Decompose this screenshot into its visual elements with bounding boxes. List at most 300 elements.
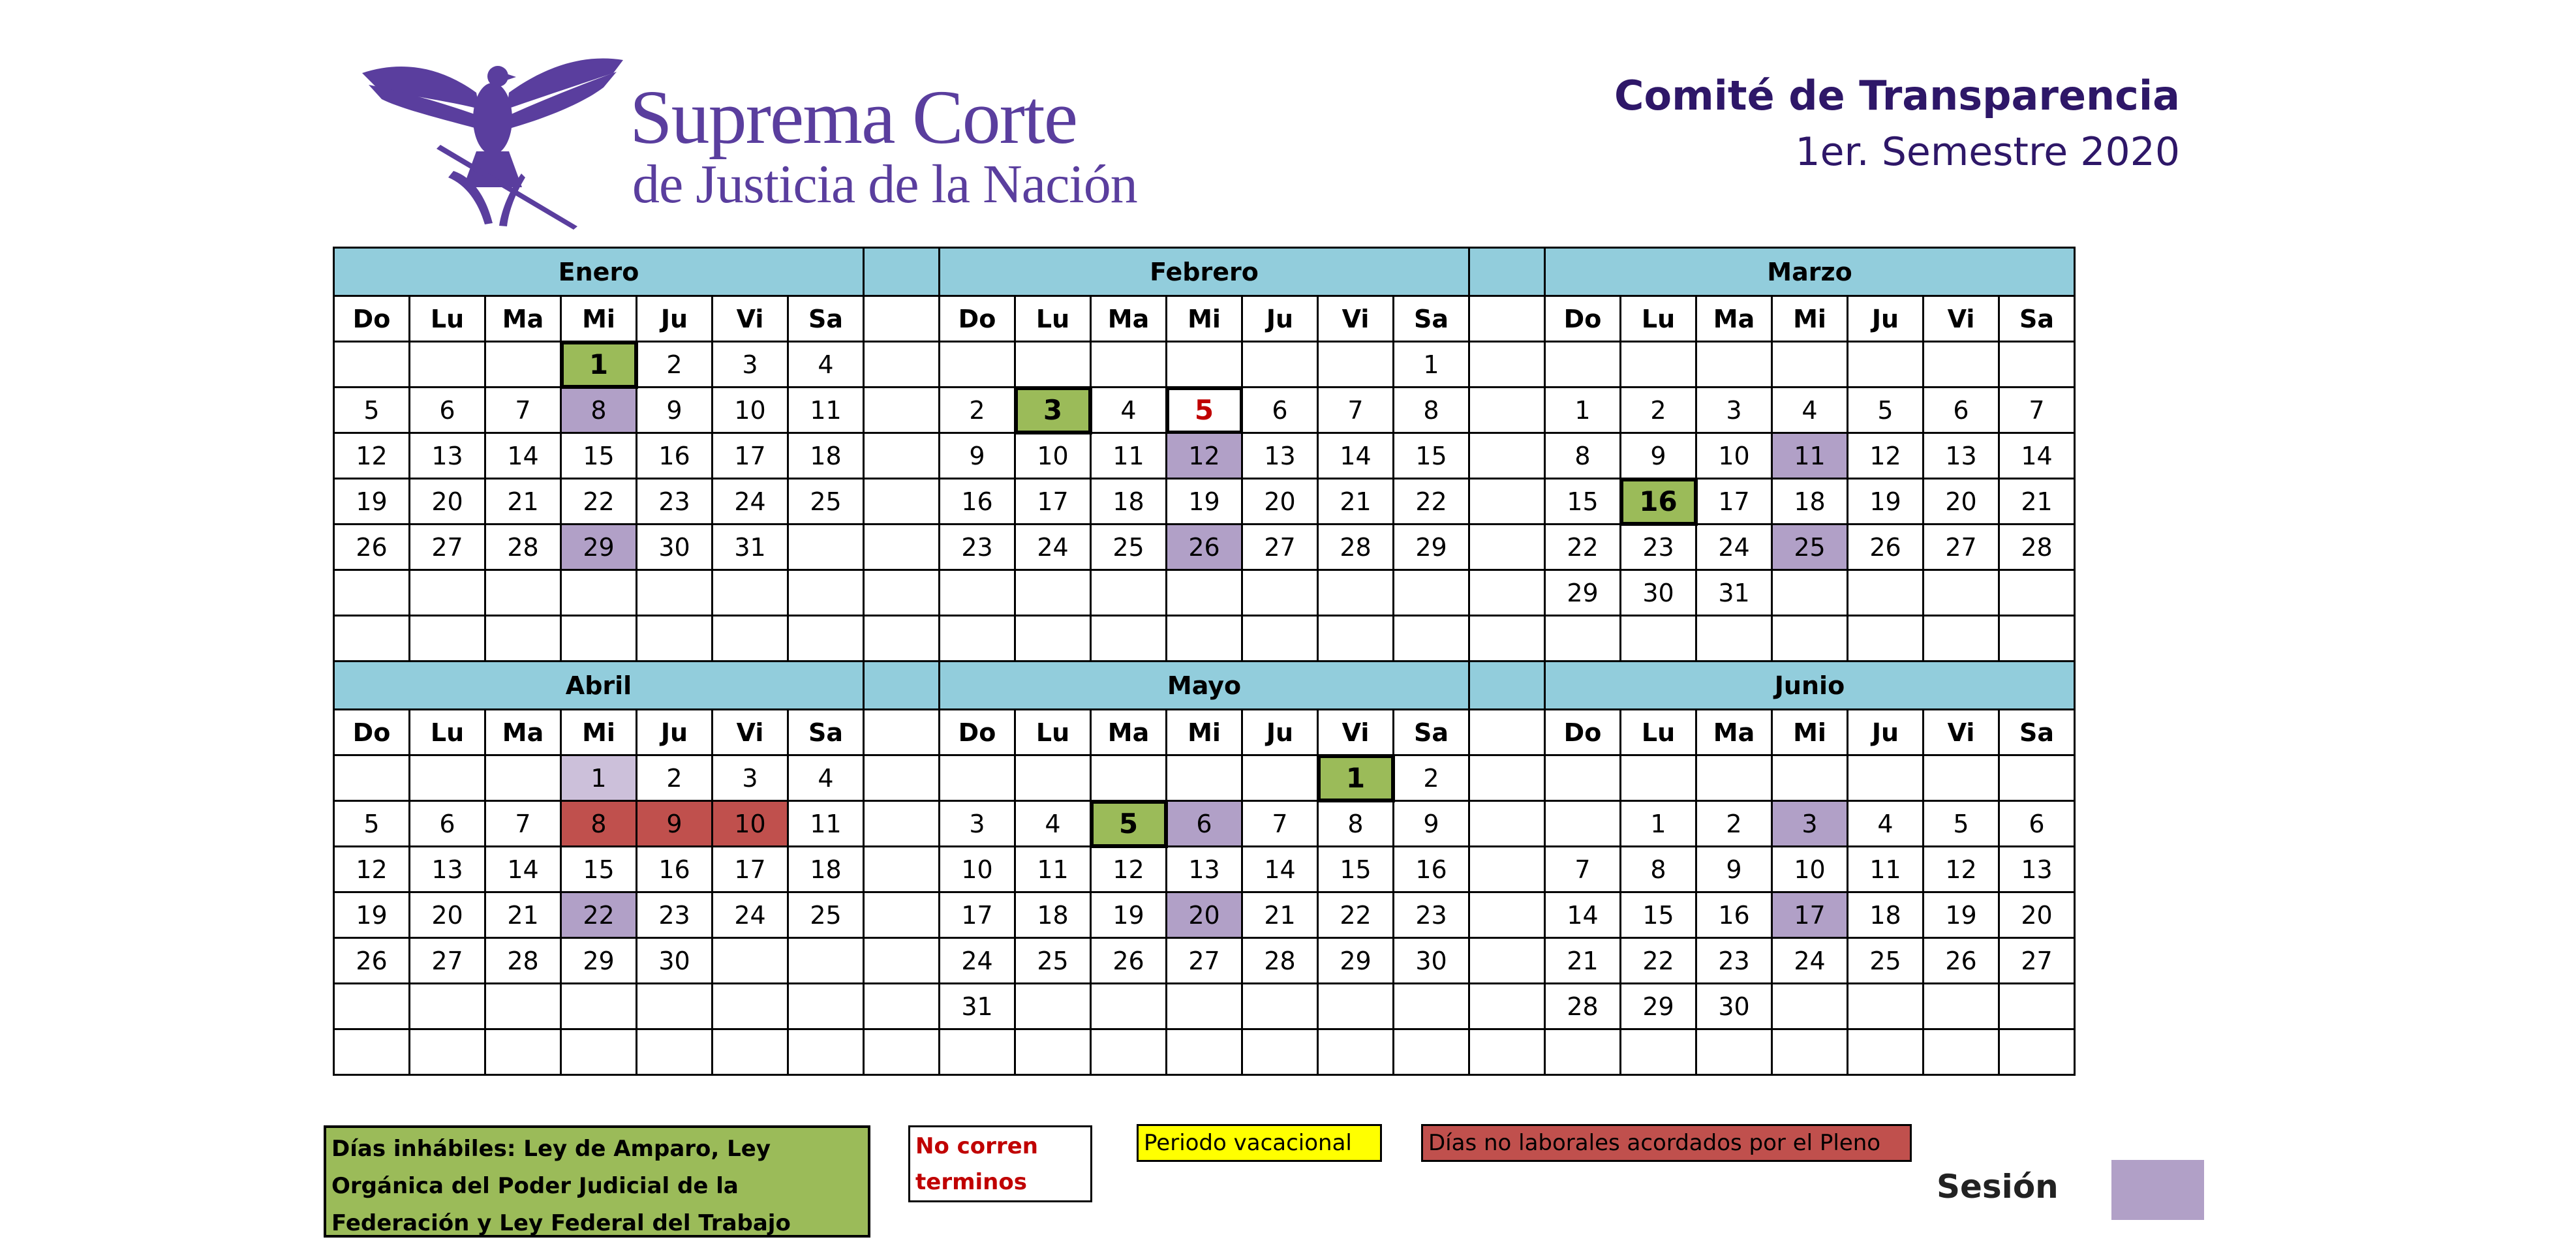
day-cell <box>1091 755 1167 801</box>
day-cell: 4 <box>788 342 864 388</box>
day-cell: 14 <box>485 847 561 892</box>
day-cell <box>1394 984 1469 1029</box>
day-cell: 21 <box>1242 892 1318 938</box>
day-cell: 19 <box>1091 892 1167 938</box>
month-header: Abril <box>334 662 864 710</box>
day-cell: 28 <box>485 525 561 570</box>
day-cell <box>1318 570 1394 616</box>
day-cell <box>1167 616 1242 662</box>
day-cell <box>1772 570 1848 616</box>
weekday-header: Sa <box>1394 296 1469 342</box>
day-cell: 22 <box>1545 525 1621 570</box>
day-cell <box>940 342 1015 388</box>
day-cell: 20 <box>1924 479 1999 525</box>
day-cell: 31 <box>713 525 788 570</box>
spacer-cell <box>864 801 940 847</box>
day-cell <box>637 984 713 1029</box>
day-cell <box>1621 755 1696 801</box>
day-cell: 17 <box>1772 892 1848 938</box>
weekday-header: Lu <box>1621 710 1696 755</box>
day-cell: 25 <box>1848 938 1924 984</box>
spacer-cell <box>1469 662 1545 710</box>
weekday-header: Do <box>940 296 1015 342</box>
weekday-header: Do <box>334 710 410 755</box>
day-cell <box>1924 342 1999 388</box>
day-cell: 30 <box>637 938 713 984</box>
day-cell: 26 <box>1924 938 1999 984</box>
scjn-logo <box>362 47 1137 230</box>
legend-sesion-label: Sesión <box>1937 1168 2059 1206</box>
weekday-header: Mi <box>1772 296 1848 342</box>
weekday-header: Mi <box>1772 710 1848 755</box>
day-cell <box>1545 755 1621 801</box>
day-cell: 16 <box>1621 479 1696 525</box>
day-cell: 26 <box>1848 525 1924 570</box>
weekday-header: Sa <box>1394 710 1469 755</box>
day-cell <box>1924 755 1999 801</box>
day-cell <box>1621 1029 1696 1075</box>
day-cell: 19 <box>1924 892 1999 938</box>
day-cell: 22 <box>1621 938 1696 984</box>
day-cell: 2 <box>637 342 713 388</box>
day-cell <box>940 570 1015 616</box>
spacer-cell <box>864 1029 940 1075</box>
day-cell: 4 <box>1772 388 1848 433</box>
day-cell: 5 <box>334 801 410 847</box>
day-cell <box>1015 616 1091 662</box>
day-cell: 21 <box>1545 938 1621 984</box>
day-cell: 19 <box>1848 479 1924 525</box>
logo-title-line1: Suprema Corte <box>630 74 1077 160</box>
day-cell <box>1999 755 2075 801</box>
day-cell: 10 <box>1015 433 1091 479</box>
spacer-cell <box>1469 755 1545 801</box>
day-cell: 7 <box>1999 388 2075 433</box>
weekday-header: Mi <box>1167 710 1242 755</box>
day-cell: 6 <box>410 388 485 433</box>
day-cell: 13 <box>1924 433 1999 479</box>
day-cell <box>1924 616 1999 662</box>
weekday-header: Do <box>940 710 1015 755</box>
spacer-cell <box>864 892 940 938</box>
day-cell <box>1015 342 1091 388</box>
day-cell <box>1999 616 2075 662</box>
day-cell: 11 <box>1015 847 1091 892</box>
day-cell: 13 <box>1242 433 1318 479</box>
day-cell: 16 <box>637 433 713 479</box>
day-cell: 26 <box>334 938 410 984</box>
spacer-cell <box>864 938 940 984</box>
page-subtitle: 1er. Semestre 2020 <box>1795 129 2180 175</box>
day-cell: 27 <box>410 525 485 570</box>
spacer-cell <box>1469 847 1545 892</box>
day-cell <box>1848 342 1924 388</box>
day-cell <box>1015 755 1091 801</box>
day-cell: 29 <box>1545 570 1621 616</box>
day-cell: 12 <box>1848 433 1924 479</box>
day-cell: 5 <box>1167 388 1242 433</box>
day-cell: 25 <box>788 892 864 938</box>
day-cell: 5 <box>1848 388 1924 433</box>
weekday-header: Ju <box>1848 296 1924 342</box>
month-header: Junio <box>1545 662 2075 710</box>
day-cell <box>1242 1029 1318 1075</box>
day-cell <box>1091 342 1167 388</box>
legend-periodo-vacacional: Periodo vacacional <box>1137 1124 1382 1162</box>
day-cell: 8 <box>1318 801 1394 847</box>
day-cell: 7 <box>485 801 561 847</box>
day-cell: 6 <box>1924 388 1999 433</box>
day-cell <box>485 616 561 662</box>
day-cell: 28 <box>485 938 561 984</box>
day-cell <box>561 1029 637 1075</box>
day-cell <box>1848 1029 1924 1075</box>
day-cell <box>1167 1029 1242 1075</box>
day-cell <box>1015 984 1091 1029</box>
day-cell: 18 <box>1091 479 1167 525</box>
day-cell: 9 <box>1394 801 1469 847</box>
day-cell <box>940 1029 1015 1075</box>
spacer-cell <box>864 662 940 710</box>
day-cell <box>1772 984 1848 1029</box>
weekday-header: Ju <box>1242 296 1318 342</box>
day-cell: 5 <box>1924 801 1999 847</box>
day-cell <box>1545 1029 1621 1075</box>
day-cell: 1 <box>1545 388 1621 433</box>
day-cell: 1 <box>561 342 637 388</box>
spacer-cell <box>1469 525 1545 570</box>
day-cell <box>1696 616 1772 662</box>
weekday-header: Vi <box>1924 710 1999 755</box>
day-cell: 23 <box>1696 938 1772 984</box>
day-cell: 21 <box>485 479 561 525</box>
page-title: Comité de Transparencia <box>1614 72 2180 119</box>
legend-no-corren-terminos: No corren terminos <box>908 1125 1092 1202</box>
day-cell <box>713 570 788 616</box>
day-cell <box>1772 616 1848 662</box>
day-cell <box>334 1029 410 1075</box>
day-cell: 3 <box>1696 388 1772 433</box>
day-cell: 17 <box>713 847 788 892</box>
day-cell <box>713 938 788 984</box>
day-cell <box>1242 755 1318 801</box>
day-cell: 14 <box>1318 433 1394 479</box>
day-cell <box>485 984 561 1029</box>
day-cell <box>788 570 864 616</box>
spacer-cell <box>1469 479 1545 525</box>
weekday-header: Vi <box>1924 296 1999 342</box>
day-cell: 20 <box>410 892 485 938</box>
day-cell <box>334 570 410 616</box>
spacer-cell <box>864 388 940 433</box>
day-cell <box>1167 570 1242 616</box>
day-cell: 21 <box>1999 479 2075 525</box>
day-cell <box>1696 342 1772 388</box>
day-cell: 25 <box>1772 525 1848 570</box>
day-cell <box>713 1029 788 1075</box>
day-cell: 22 <box>1394 479 1469 525</box>
day-cell <box>1091 616 1167 662</box>
spacer-cell <box>1469 570 1545 616</box>
day-cell: 2 <box>940 388 1015 433</box>
day-cell: 12 <box>1167 433 1242 479</box>
spacer-cell <box>1469 248 1545 296</box>
day-cell: 13 <box>1167 847 1242 892</box>
day-cell: 1 <box>1318 755 1394 801</box>
day-cell <box>788 616 864 662</box>
day-cell: 17 <box>1696 479 1772 525</box>
day-cell: 1 <box>561 755 637 801</box>
month-header: Febrero <box>940 248 1469 296</box>
weekday-header: Sa <box>1999 710 2075 755</box>
day-cell: 12 <box>334 847 410 892</box>
spacer-cell <box>864 433 940 479</box>
day-cell: 28 <box>1242 938 1318 984</box>
day-cell: 2 <box>637 755 713 801</box>
day-cell <box>1318 616 1394 662</box>
day-cell: 19 <box>1167 479 1242 525</box>
day-cell: 23 <box>637 892 713 938</box>
day-cell: 30 <box>1696 984 1772 1029</box>
weekday-header: Ma <box>1696 710 1772 755</box>
weekday-header: Do <box>1545 710 1621 755</box>
weekday-header: Lu <box>410 710 485 755</box>
day-cell: 8 <box>1621 847 1696 892</box>
day-cell: 10 <box>713 801 788 847</box>
day-cell: 27 <box>1999 938 2075 984</box>
weekday-header: Lu <box>1015 296 1091 342</box>
month-header: Enero <box>334 248 864 296</box>
spacer-cell <box>1469 1029 1545 1075</box>
day-cell <box>485 755 561 801</box>
day-cell: 20 <box>1167 892 1242 938</box>
day-cell: 17 <box>1015 479 1091 525</box>
weekday-header: Ju <box>637 296 713 342</box>
day-cell <box>1394 1029 1469 1075</box>
day-cell: 9 <box>637 801 713 847</box>
day-cell <box>485 342 561 388</box>
day-cell: 20 <box>410 479 485 525</box>
day-cell <box>713 616 788 662</box>
day-cell: 8 <box>561 388 637 433</box>
day-cell: 10 <box>713 388 788 433</box>
day-cell: 3 <box>713 755 788 801</box>
day-cell <box>334 755 410 801</box>
day-cell: 29 <box>1621 984 1696 1029</box>
day-cell <box>334 616 410 662</box>
day-cell <box>1091 1029 1167 1075</box>
day-cell: 8 <box>561 801 637 847</box>
day-cell: 25 <box>788 479 864 525</box>
spacer-cell <box>1469 342 1545 388</box>
day-cell <box>1242 984 1318 1029</box>
day-cell: 15 <box>1621 892 1696 938</box>
day-cell <box>410 342 485 388</box>
spacer-cell <box>1469 388 1545 433</box>
day-cell <box>713 984 788 1029</box>
day-cell: 3 <box>940 801 1015 847</box>
day-cell: 20 <box>1242 479 1318 525</box>
weekday-header: Do <box>1545 296 1621 342</box>
spacer-cell <box>864 342 940 388</box>
spacer-cell <box>1469 938 1545 984</box>
day-cell <box>1091 984 1167 1029</box>
day-cell: 23 <box>637 479 713 525</box>
weekday-header: Sa <box>788 710 864 755</box>
day-cell <box>561 570 637 616</box>
day-cell <box>1394 570 1469 616</box>
day-cell <box>1772 1029 1848 1075</box>
day-cell: 9 <box>940 433 1015 479</box>
day-cell: 15 <box>561 433 637 479</box>
spacer-cell <box>1469 296 1545 342</box>
day-cell: 6 <box>1167 801 1242 847</box>
weekday-header: Vi <box>1318 710 1394 755</box>
day-cell: 16 <box>637 847 713 892</box>
spacer-cell <box>864 248 940 296</box>
day-cell <box>1621 616 1696 662</box>
weekday-header: Mi <box>561 710 637 755</box>
day-cell <box>1924 984 1999 1029</box>
day-cell: 22 <box>1318 892 1394 938</box>
day-cell <box>1015 1029 1091 1075</box>
day-cell: 10 <box>940 847 1015 892</box>
spacer-cell <box>864 525 940 570</box>
day-cell: 4 <box>1091 388 1167 433</box>
day-cell: 24 <box>1696 525 1772 570</box>
day-cell <box>1848 984 1924 1029</box>
day-cell <box>1999 570 2075 616</box>
day-cell <box>788 1029 864 1075</box>
day-cell: 13 <box>410 847 485 892</box>
day-cell: 4 <box>1015 801 1091 847</box>
weekday-header: Lu <box>1015 710 1091 755</box>
day-cell: 24 <box>713 892 788 938</box>
spacer-cell <box>864 984 940 1029</box>
day-cell <box>1091 570 1167 616</box>
day-cell <box>940 616 1015 662</box>
month-header: Mayo <box>940 662 1469 710</box>
day-cell: 24 <box>940 938 1015 984</box>
day-cell: 16 <box>1696 892 1772 938</box>
day-cell <box>410 1029 485 1075</box>
day-cell <box>1772 342 1848 388</box>
day-cell: 10 <box>1772 847 1848 892</box>
day-cell: 18 <box>1772 479 1848 525</box>
day-cell: 11 <box>788 388 864 433</box>
weekday-header: Vi <box>1318 296 1394 342</box>
day-cell: 23 <box>1394 892 1469 938</box>
day-cell: 28 <box>1999 525 2075 570</box>
spacer-cell <box>864 296 940 342</box>
day-cell <box>1167 755 1242 801</box>
day-cell: 21 <box>1318 479 1394 525</box>
day-cell: 11 <box>788 801 864 847</box>
day-cell: 19 <box>334 479 410 525</box>
day-cell: 1 <box>1394 342 1469 388</box>
day-cell <box>1848 570 1924 616</box>
day-cell <box>410 755 485 801</box>
day-cell: 7 <box>485 388 561 433</box>
day-cell <box>1999 1029 2075 1075</box>
day-cell: 14 <box>1545 892 1621 938</box>
day-cell: 27 <box>410 938 485 984</box>
day-cell: 16 <box>1394 847 1469 892</box>
spacer-cell <box>1469 616 1545 662</box>
weekday-header: Mi <box>561 296 637 342</box>
day-cell <box>1242 616 1318 662</box>
day-cell: 15 <box>561 847 637 892</box>
day-cell: 9 <box>1621 433 1696 479</box>
weekday-header: Ju <box>637 710 713 755</box>
day-cell: 28 <box>1318 525 1394 570</box>
day-cell <box>1167 342 1242 388</box>
day-cell <box>1394 616 1469 662</box>
weekday-header: Ma <box>1091 710 1167 755</box>
day-cell: 26 <box>334 525 410 570</box>
weekday-header: Do <box>334 296 410 342</box>
day-cell: 5 <box>334 388 410 433</box>
spacer-cell <box>864 570 940 616</box>
day-cell: 11 <box>1091 433 1167 479</box>
day-cell: 4 <box>788 755 864 801</box>
day-cell <box>1696 1029 1772 1075</box>
day-cell: 11 <box>1772 433 1848 479</box>
legend-dias-no-laborales: Días no laborales acordados por el Pleno <box>1421 1124 1912 1162</box>
day-cell <box>561 984 637 1029</box>
day-cell: 15 <box>1318 847 1394 892</box>
day-cell <box>334 342 410 388</box>
day-cell <box>788 984 864 1029</box>
day-cell: 8 <box>1545 433 1621 479</box>
day-cell <box>637 570 713 616</box>
spacer-cell <box>1469 984 1545 1029</box>
day-cell: 21 <box>485 892 561 938</box>
day-cell <box>1999 342 2075 388</box>
day-cell: 18 <box>1848 892 1924 938</box>
day-cell: 29 <box>561 525 637 570</box>
day-cell: 9 <box>1696 847 1772 892</box>
weekday-header: Ju <box>1848 710 1924 755</box>
day-cell: 23 <box>1621 525 1696 570</box>
day-cell <box>1848 755 1924 801</box>
day-cell: 14 <box>485 433 561 479</box>
eagle-emblem-icon <box>362 47 623 230</box>
legend-inhabiles: Días inhábiles: Ley de Amparo, Ley Orgánica del Poder Judicial de la Federación y Ley Federal del Trabajo <box>324 1125 870 1238</box>
day-cell: 27 <box>1167 938 1242 984</box>
day-cell <box>1545 616 1621 662</box>
spacer-cell <box>864 847 940 892</box>
day-cell <box>788 525 864 570</box>
weekday-header: Ju <box>1242 710 1318 755</box>
day-cell <box>561 616 637 662</box>
day-cell <box>1545 342 1621 388</box>
day-cell: 17 <box>713 433 788 479</box>
day-cell: 29 <box>1394 525 1469 570</box>
spacer-cell <box>1469 710 1545 755</box>
spacer-cell <box>864 710 940 755</box>
day-cell: 15 <box>1545 479 1621 525</box>
day-cell <box>485 570 561 616</box>
day-cell: 10 <box>1696 433 1772 479</box>
day-cell: 25 <box>1091 525 1167 570</box>
weekday-header: Sa <box>788 296 864 342</box>
day-cell: 12 <box>1091 847 1167 892</box>
day-cell <box>1696 755 1772 801</box>
day-cell: 14 <box>1999 433 2075 479</box>
day-cell <box>1318 342 1394 388</box>
day-cell: 22 <box>561 892 637 938</box>
